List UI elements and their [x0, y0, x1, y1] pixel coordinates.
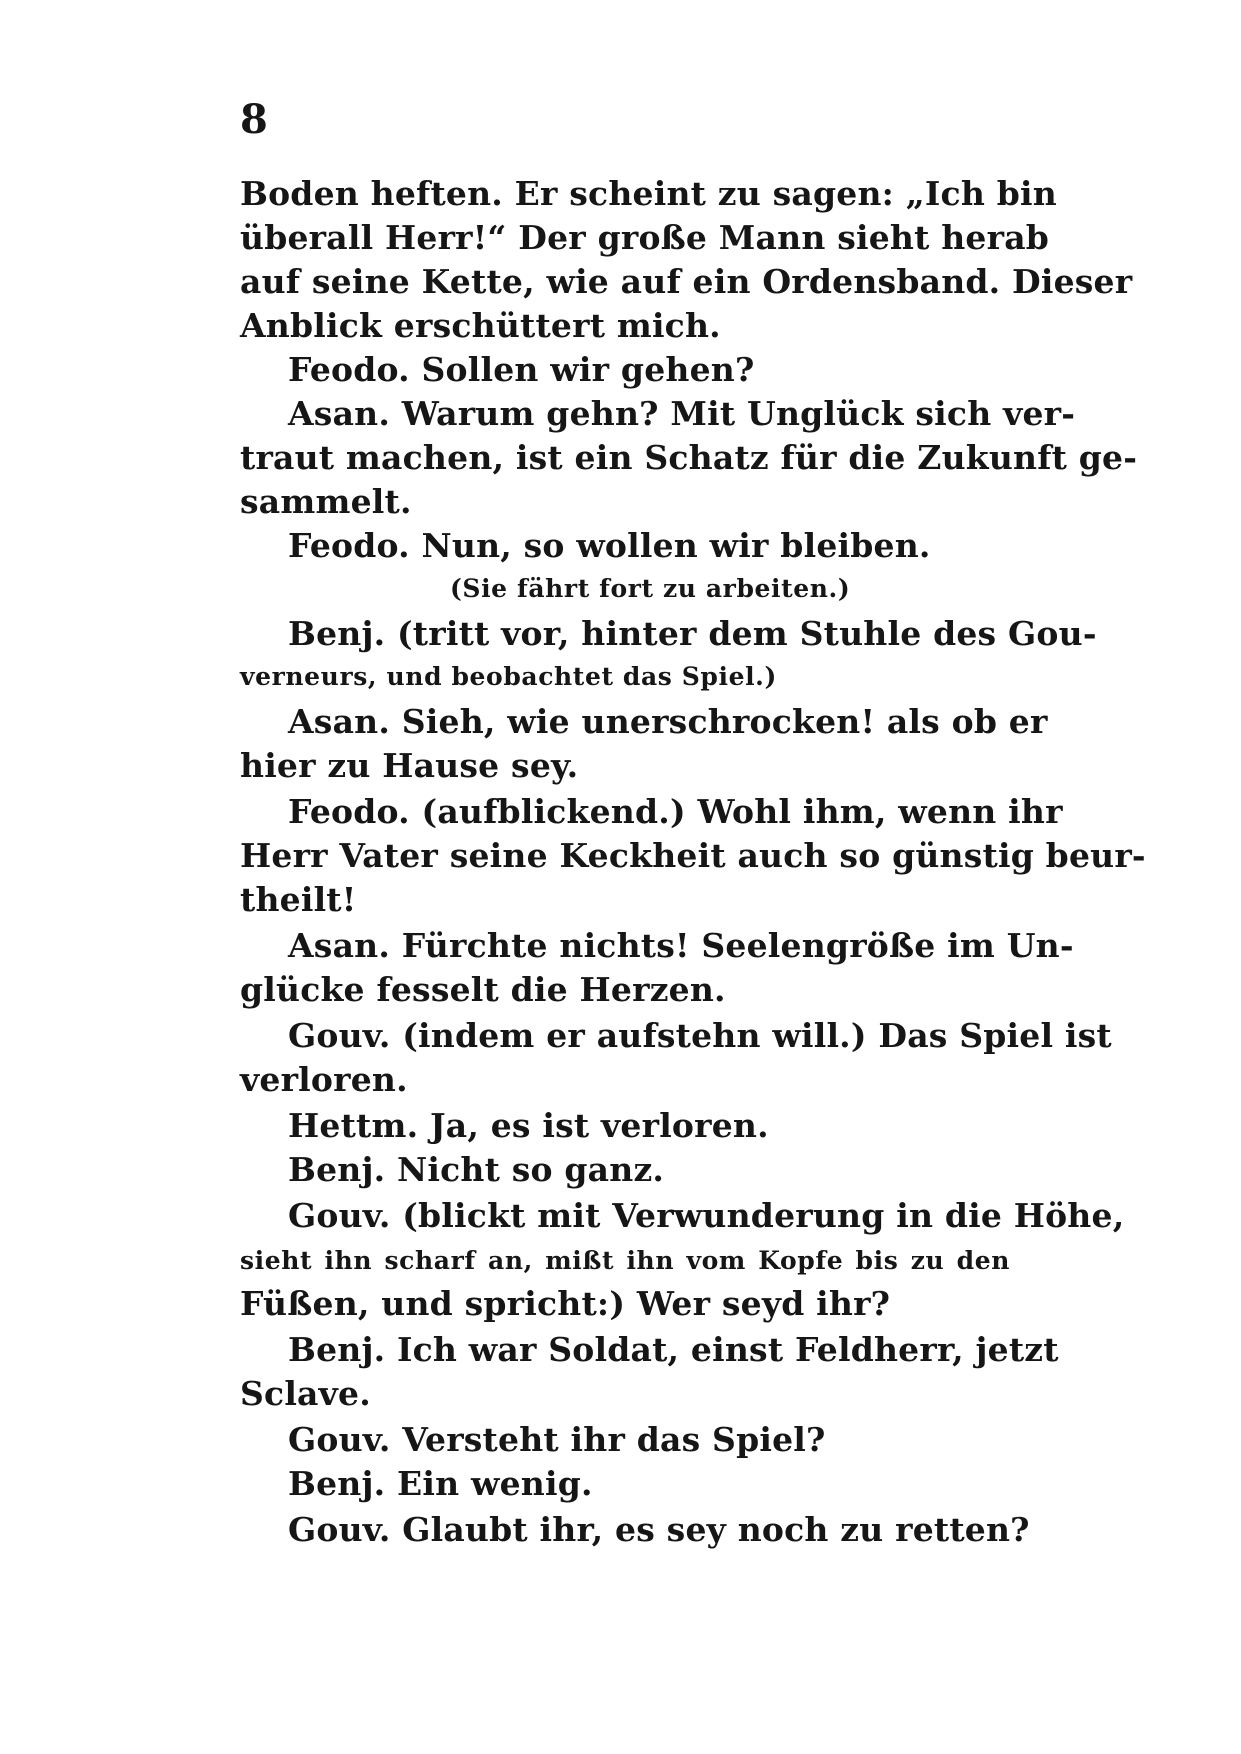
text-line: Asan. Warum gehn? Mit Unglück sich ver- — [288, 394, 1076, 433]
text-line: Boden heften. Er scheint zu sagen: „Ich bin — [240, 174, 1057, 213]
text-line: Füßen, und spricht:) Wer seyd ihr? — [240, 1284, 891, 1323]
text-line: auf seine Kette, wie auf ein Ordensband. Dieser — [240, 262, 1133, 301]
page-number: 8 — [240, 96, 268, 143]
text-line: glücke fesselt die Herzen. — [240, 970, 726, 1009]
stage-direction: (Sie fährt fort zu arbeiten.) — [450, 574, 851, 603]
text-line: Anblick erschüttert mich. — [240, 306, 721, 345]
text-line: Benj. Ein wenig. — [288, 1464, 593, 1503]
text-line: hier zu Hause sey. — [240, 746, 579, 785]
text-line: verloren. — [240, 1060, 408, 1099]
stage-direction: sieht ihn scharf an, mißt ihn vom Kopfe bis zu den — [240, 1246, 1010, 1275]
stage-direction: verneurs, und beobachtet das Spiel.) — [240, 662, 777, 691]
text-line: Hettm. Ja, es ist verloren. — [288, 1106, 769, 1145]
text-line: Benj. Nicht so ganz. — [288, 1150, 665, 1189]
text-line: überall Herr!“ Der große Mann sieht herab — [240, 218, 1050, 257]
text-line: Asan. Fürchte nichts! Seelengröße im Un- — [288, 926, 1074, 965]
text-line: theilt! — [240, 880, 357, 919]
text-line: Benj. Ich war Soldat, einst Feldherr, jetzt — [288, 1330, 1059, 1369]
text-line: Herr Vater seine Keckheit auch so günstig beur- — [240, 836, 1146, 875]
text-line: Asan. Sieh, wie unerschrocken! als ob er — [288, 702, 1048, 741]
text-line: Benj. (tritt vor, hinter dem Stuhle des Gou- — [288, 614, 1097, 653]
text-line: Gouv. (blickt mit Verwunderung in die Höhe, — [288, 1196, 1125, 1235]
text-line: Feodo. Sollen wir gehen? — [288, 350, 755, 389]
text-line: sammelt. — [240, 482, 412, 521]
text-line: Gouv. Glaubt ihr, es sey noch zu retten? — [288, 1510, 1030, 1549]
text-line: traut machen, ist ein Schatz für die Zukunft ge- — [240, 438, 1138, 477]
text-line: Feodo. (aufblickend.) Wohl ihm, wenn ihr — [288, 792, 1063, 831]
text-line: Gouv. Versteht ihr das Spiel? — [288, 1420, 826, 1459]
text-line: Sclave. — [240, 1374, 371, 1413]
text-line: Feodo. Nun, so wollen wir bleiben. — [288, 526, 931, 565]
text-line: Gouv. (indem er aufstehn will.) Das Spiel ist — [288, 1016, 1112, 1055]
